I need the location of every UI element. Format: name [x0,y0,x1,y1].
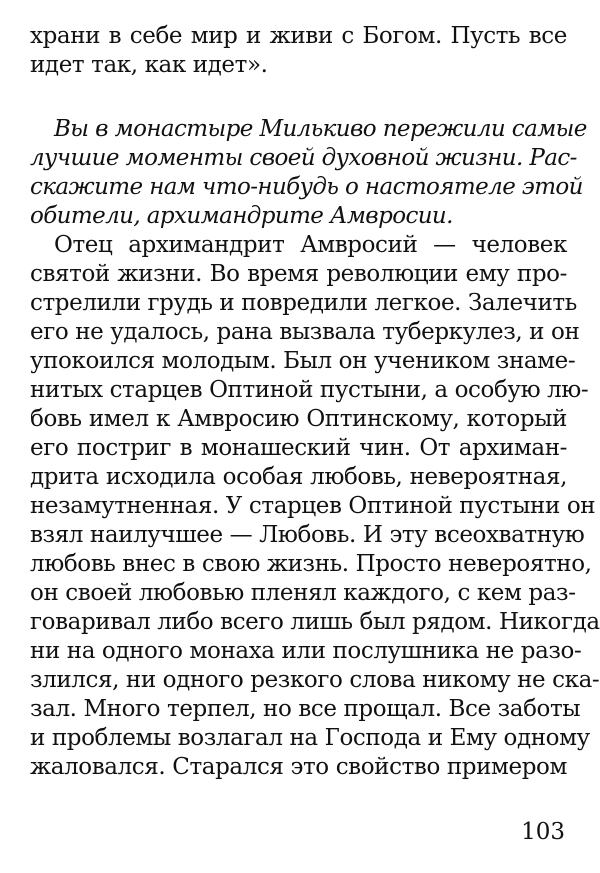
interview-answer [30,231,600,782]
answer-line: нитых старцев Оптиной пустыни, а особую лю- [30,377,589,403]
answer-line: упокоился молодым. Был он учеником знаме- [30,348,576,374]
paragraph-continuation [30,22,567,80]
answer-line: взял наилучшее — Любовь. И эту всеохватную [30,522,585,548]
question-line: Вы в монастыре Милькиво пережили самые [54,116,587,142]
answer-line: дрита исходила особая любовь, невероятная, [30,464,567,490]
answer-line: его не удалось, рана вызвала туберкулез, и он [30,319,580,345]
answer-line: жаловался. Старался это свойство примером [30,754,567,780]
answer-line: злился, ни одного резкого слова никому не ска- [30,667,600,693]
answer-line: незамутненная. У старцев Оптиной пустыни он [30,493,596,519]
question-line: лучшие моменты своей духовной жизни. Рас- [30,145,577,171]
question-line: обители, архимандрите Амвросии. [30,203,453,229]
answer-line: он своей любовью пленял каждого, с кем раз- [30,580,576,606]
interview-question [30,115,587,231]
answer-line: бовь имел к Амвросию Оптинскому, который [30,406,567,432]
page-body [30,22,600,782]
answer-line: его постриг в монашеский чин. От архиман- [30,435,567,461]
page-number: 103 [521,819,565,845]
answer-line: любовь внес в свою жизнь. Просто невероятно, [30,551,592,577]
answer-line: и проблемы возлагал на Господа и Ему одному [30,725,590,751]
question-line: скажите нам что-нибудь о настоятеле этой [30,174,583,200]
answer-line: Отец архимандрит Амвросий — человек [54,232,567,258]
answer-line: ни на одного монаха или послушника не разо- [30,638,582,664]
answer-line: стрелили грудь и повредили легкое. Залечить [30,290,577,316]
answer-line: говаривал либо всего лишь был рядом. Никогда [30,609,600,635]
text-line: идет так, как идет». [30,52,268,78]
text-line: храни в себе мир и живи с Богом. Пусть все [30,23,567,49]
answer-line: зал. Много терпел, но все прощал. Все заботы [30,696,581,722]
answer-line: святой жизни. Во время революции ему про- [30,261,567,287]
